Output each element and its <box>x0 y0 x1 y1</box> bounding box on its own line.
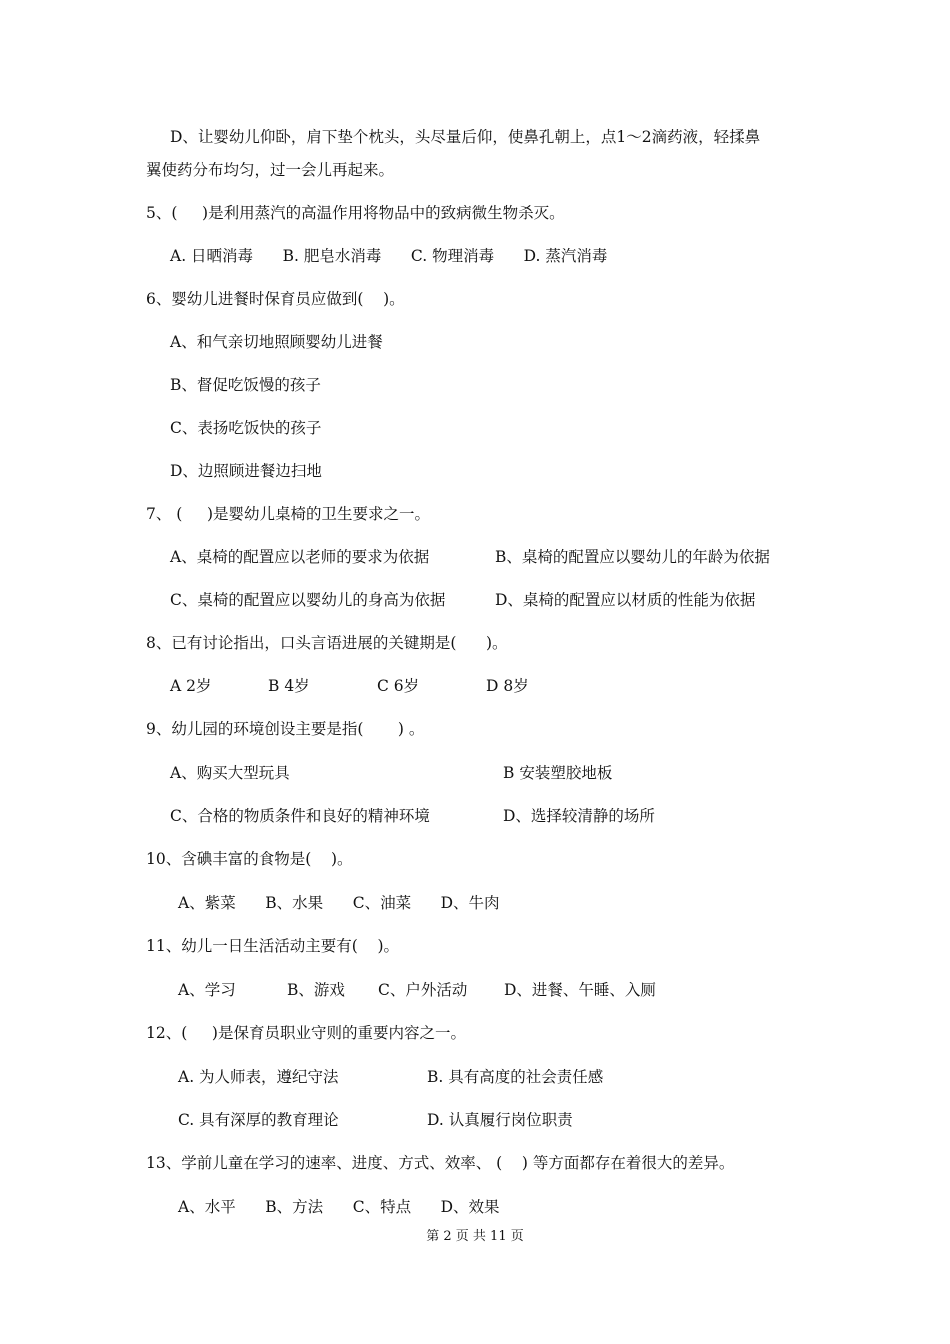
q8-option-b: B 4岁 <box>268 677 310 695</box>
q12-option-b: B. 具有高度的社会责任感 <box>427 1068 604 1086</box>
q9-option-c: C、合格的物质条件和良好的精神环境 <box>170 807 430 825</box>
q11-option-b: B、游戏 <box>287 981 345 999</box>
q8-option-d: D 8岁 <box>486 677 529 695</box>
q10-options: A、紫菜 B、水果 C、油菜 D、牛肉 <box>178 894 500 912</box>
q4-option-d-line2: 翼使药分布均匀，过一会儿再起来。 <box>146 161 395 179</box>
question-11: 11、幼儿一日生活活动主要有( )。 <box>146 937 400 955</box>
question-5: 5、( )是利用蒸汽的高温作用将物品中的致病微生物杀灭。 <box>146 204 565 222</box>
q5-options: A. 日晒消毒 B. 肥皂水消毒 C. 物理消毒 D. 蒸汽消毒 <box>170 247 608 265</box>
q13-options: A、水平 B、方法 C、特点 D、效果 <box>178 1198 500 1216</box>
q9-option-a: A、购买大型玩具 <box>170 764 290 782</box>
question-10: 10、含碘丰富的食物是( )。 <box>146 850 353 868</box>
q12-option-a: A. 为人师表，遵纪守法 <box>178 1068 339 1086</box>
q8-option-c: C 6岁 <box>377 677 420 695</box>
q7-option-d: D、桌椅的配置应以材质的性能为依据 <box>495 591 756 609</box>
q9-option-b: B 安装塑胶地板 <box>503 764 613 782</box>
q11-option-a: A、学习 <box>178 981 236 999</box>
q11-option-d: D、进餐、午睡、入厕 <box>504 981 656 999</box>
q12-option-c: C. 具有深厚的教育理论 <box>178 1111 339 1129</box>
q8-option-a: A 2岁 <box>170 677 212 695</box>
question-8: 8、已有讨论指出，口头言语进展的关键期是( )。 <box>146 634 508 652</box>
q6-option-d: D、边照顾进餐边扫地 <box>170 462 322 480</box>
q6-option-a: A、和气亲切地照顾婴幼儿进餐 <box>170 333 383 351</box>
question-12: 12、( )是保育员职业守则的重要内容之一。 <box>146 1024 466 1042</box>
q11-option-c: C、户外活动 <box>378 981 468 999</box>
q7-option-a: A、桌椅的配置应以老师的要求为依据 <box>170 548 430 566</box>
question-9: 9、幼儿园的环境创设主要是指( ) 。 <box>146 720 425 738</box>
q4-option-d-line1: D、让婴幼儿仰卧，肩下垫个枕头，头尽量后仰，使鼻孔朝上，点1～2滴药液，轻揉鼻 <box>170 128 761 146</box>
question-13: 13、学前儿童在学习的速率、进度、方式、效率、 ( ) 等方面都存在着很大的差异。 <box>146 1154 735 1172</box>
q6-option-c: C、表扬吃饭快的孩子 <box>170 419 322 437</box>
q7-option-b: B、桌椅的配置应以婴幼儿的年龄为依据 <box>495 548 770 566</box>
q6-option-b: B、督促吃饭慢的孩子 <box>170 376 321 394</box>
page-footer: 第 2 页 共 11 页 <box>426 1229 524 1244</box>
q12-option-d: D. 认真履行岗位职责 <box>427 1111 573 1129</box>
q7-option-c: C、桌椅的配置应以婴幼儿的身高为依据 <box>170 591 446 609</box>
question-7: 7、 ( )是婴幼儿桌椅的卫生要求之一。 <box>146 505 431 523</box>
question-6: 6、婴幼儿进餐时保育员应做到( )。 <box>146 290 405 308</box>
q9-option-d: D、选择较清静的场所 <box>503 807 655 825</box>
